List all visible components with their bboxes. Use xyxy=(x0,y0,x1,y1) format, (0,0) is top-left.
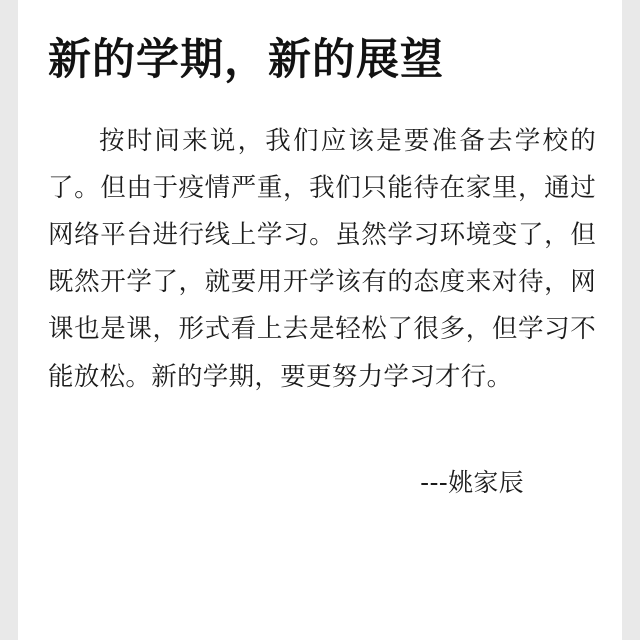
document-card xyxy=(18,0,622,640)
body-paragraph: 按时间来说，我们应该是要准备去学校的了。但由于疫情严重，我们只能待在家里，通过网络平台进行线上学习。虽然学习环境变了，但既然开学了，就要用开学该有的态度来对待，网课也是课，形式看上去是轻松了很多，但学习不能放松。新的学期，要更努力学习才行。 xyxy=(48,125,596,392)
document-content xyxy=(48,34,596,499)
page-title: 新的学期，新的展望 xyxy=(48,35,444,85)
author-signature: ---姚家辰 xyxy=(420,467,524,497)
